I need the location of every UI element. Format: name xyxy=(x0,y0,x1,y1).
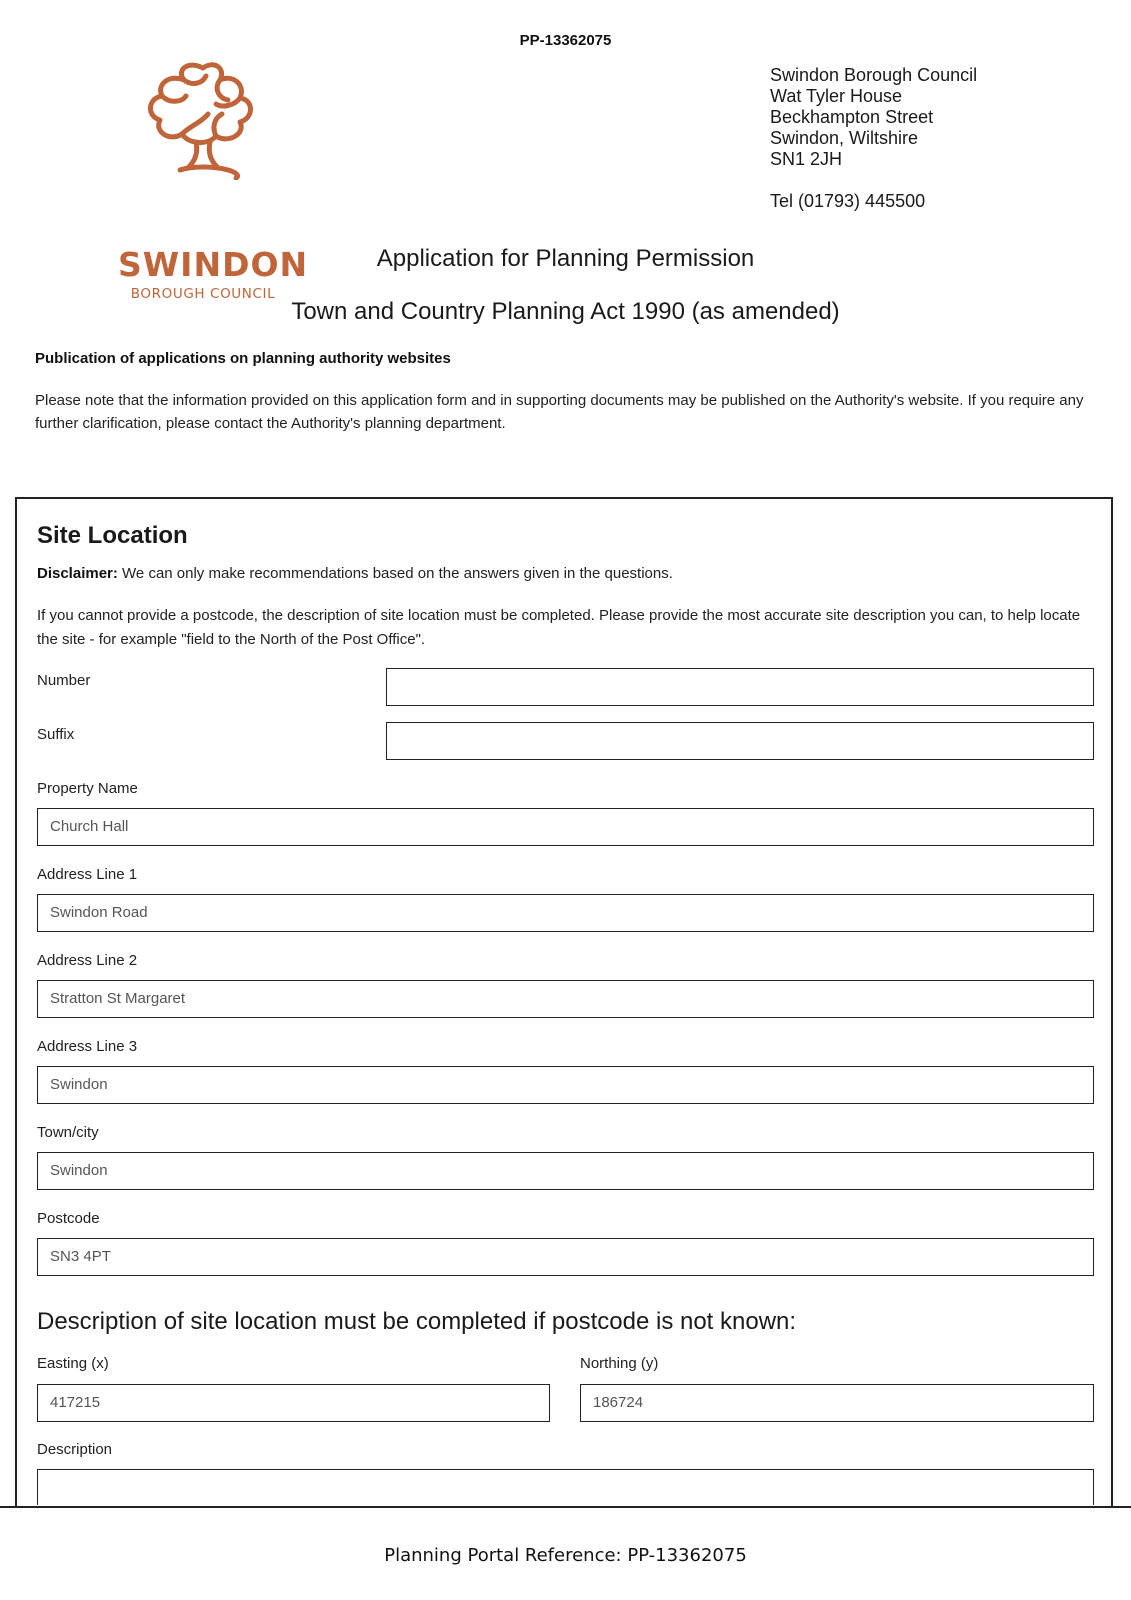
reference-number-top: PP-13362075 xyxy=(519,32,612,49)
address-line: Wat Tyler House xyxy=(770,86,903,106)
address-line-2-field[interactable]: Stratton St Margaret xyxy=(37,980,1094,1018)
easting-label: Easting (x) xyxy=(37,1355,109,1372)
town-city-label: Town/city xyxy=(37,1124,99,1141)
description-heading: Description of site location must be completed if postcode is not known: xyxy=(37,1308,797,1335)
logo-subtitle: BOROUGH COUNCIL xyxy=(130,286,276,302)
address-line-1-label: Address Line 1 xyxy=(37,866,138,883)
suffix-label: Suffix xyxy=(37,726,75,743)
description-label: Description xyxy=(37,1441,113,1458)
address-line: Beckhampton Street xyxy=(770,107,934,127)
address-line-1-field[interactable]: Swindon Road xyxy=(37,894,1094,932)
council-logo xyxy=(118,60,309,302)
town-city-field[interactable]: Swindon xyxy=(37,1152,1094,1190)
number-field[interactable] xyxy=(386,668,1094,706)
easting-field[interactable]: 417215 xyxy=(37,1384,550,1422)
property-name-label: Property Name xyxy=(37,780,138,797)
disclaimer-label: Disclaimer: xyxy=(37,565,118,582)
address-line: SN1 2JH xyxy=(770,149,843,169)
northing-field[interactable]: 186724 xyxy=(580,1384,1094,1422)
document-act: Town and Country Planning Act 1990 (as amended) xyxy=(291,298,840,325)
tree-logo-icon xyxy=(118,60,288,180)
number-label: Number xyxy=(37,672,91,689)
address-line: Swindon Borough Council xyxy=(770,65,978,85)
description-field[interactable] xyxy=(37,1469,1094,1505)
council-address xyxy=(770,65,977,170)
address-line-2-label: Address Line 2 xyxy=(37,952,138,969)
disclaimer-text: We can only make recommendations based on the answers given in the questions. xyxy=(117,565,673,582)
planning-portal-reference: Planning Portal Reference: PP-13362075 xyxy=(384,1545,747,1566)
address-line-3-field[interactable]: Swindon xyxy=(37,1066,1094,1104)
address-line-3-label: Address Line 3 xyxy=(37,1038,138,1055)
footer-divider xyxy=(0,1506,1131,1508)
postcode-field[interactable]: SN3 4PT xyxy=(37,1238,1094,1276)
publication-heading: Publication of applications on planning authority websites xyxy=(35,350,451,367)
northing-label: Northing (y) xyxy=(580,1355,659,1372)
document-title: Application for Planning Permission xyxy=(376,245,755,272)
property-name-field[interactable]: Church Hall xyxy=(37,808,1094,846)
address-line: Swindon, Wiltshire xyxy=(770,128,919,148)
disclaimer xyxy=(37,565,673,582)
publication-text: Please note that the information provided on this application form and in supporting documents may be published on the Authority's website. If you require any further clarification, please contact the Authority's planning department. xyxy=(35,392,1084,432)
suffix-field[interactable] xyxy=(386,722,1094,760)
section-title: Site Location xyxy=(37,522,188,549)
council-telephone: Tel (01793) 445500 xyxy=(770,191,926,211)
postcode-label: Postcode xyxy=(37,1210,100,1227)
logo-wordmark: SWINDON xyxy=(118,245,309,284)
help-text: If you cannot provide a postcode, the description of site location must be completed. Please provide the most accurate site description you can, to help locate the site - for example "field to the North of the Post Office". xyxy=(37,607,1081,648)
